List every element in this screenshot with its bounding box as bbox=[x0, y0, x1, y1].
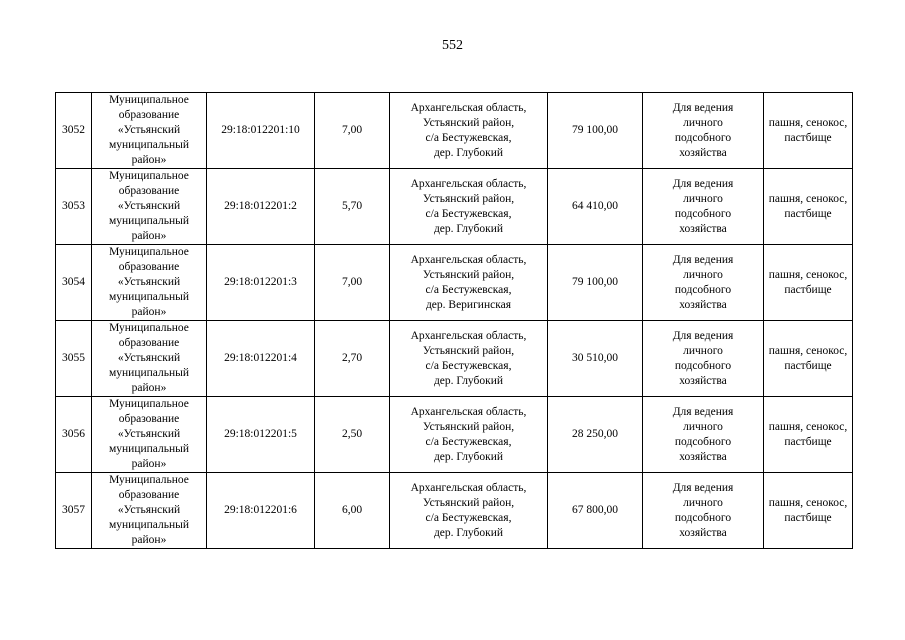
cell-location: Архангельская область, Устьянский район, с/а Бестужевская, дер. Глубокий bbox=[390, 93, 548, 169]
cell-area: 2,50 bbox=[315, 397, 390, 473]
cell-cadastral-number: 29:18:012201:4 bbox=[207, 321, 315, 397]
table-row bbox=[56, 321, 853, 397]
cell-land-type: пашня, сенокос, пастбище bbox=[764, 473, 853, 549]
cell-area: 7,00 bbox=[315, 93, 390, 169]
cell-value: 67 800,00 bbox=[548, 473, 643, 549]
cell-land-type: пашня, сенокос, пастбище bbox=[764, 397, 853, 473]
cell-value: 30 510,00 bbox=[548, 321, 643, 397]
table-row bbox=[56, 169, 853, 245]
cell-location: Архангельская область, Устьянский район, с/а Бестужевская, дер. Глубокий bbox=[390, 321, 548, 397]
cell-owner: Муниципальное образование «Устьянский муниципальный район» bbox=[92, 169, 207, 245]
cell-land-type: пашня, сенокос, пастбище bbox=[764, 321, 853, 397]
table-row bbox=[56, 93, 853, 169]
cell-land-type: пашня, сенокос, пастбище bbox=[764, 93, 853, 169]
cell-purpose: Для ведения личного подсобного хозяйства bbox=[643, 245, 764, 321]
cell-cadastral-number: 29:18:012201:6 bbox=[207, 473, 315, 549]
cell-value: 79 100,00 bbox=[548, 245, 643, 321]
cell-number: 3055 bbox=[56, 321, 92, 397]
cell-purpose: Для ведения личного подсобного хозяйства bbox=[643, 473, 764, 549]
cell-cadastral-number: 29:18:012201:5 bbox=[207, 397, 315, 473]
cell-purpose: Для ведения личного подсобного хозяйства bbox=[643, 321, 764, 397]
cell-location: Архангельская область, Устьянский район, с/а Бестужевская, дер. Глубокий bbox=[390, 169, 548, 245]
cell-value: 28 250,00 bbox=[548, 397, 643, 473]
table-row bbox=[56, 245, 853, 321]
cell-cadastral-number: 29:18:012201:3 bbox=[207, 245, 315, 321]
cell-area: 7,00 bbox=[315, 245, 390, 321]
cell-location: Архангельская область, Устьянский район, с/а Бестужевская, дер. Глубокий bbox=[390, 473, 548, 549]
cell-owner: Муниципальное образование «Устьянский муниципальный район» bbox=[92, 245, 207, 321]
cell-cadastral-number: 29:18:012201:10 bbox=[207, 93, 315, 169]
cell-purpose: Для ведения личного подсобного хозяйства bbox=[643, 93, 764, 169]
cell-purpose: Для ведения личного подсобного хозяйства bbox=[643, 397, 764, 473]
cell-owner: Муниципальное образование «Устьянский муниципальный район» bbox=[92, 321, 207, 397]
cell-purpose: Для ведения личного подсобного хозяйства bbox=[643, 169, 764, 245]
cell-value: 79 100,00 bbox=[548, 93, 643, 169]
cell-area: 2,70 bbox=[315, 321, 390, 397]
cell-number: 3054 bbox=[56, 245, 92, 321]
cell-number: 3057 bbox=[56, 473, 92, 549]
cell-owner: Муниципальное образование «Устьянский муниципальный район» bbox=[92, 473, 207, 549]
cell-location: Архангельская область, Устьянский район, с/а Бестужевская, дер. Глубокий bbox=[390, 397, 548, 473]
cell-owner: Муниципальное образование «Устьянский муниципальный район» bbox=[92, 397, 207, 473]
cell-owner: Муниципальное образование «Устьянский муниципальный район» bbox=[92, 93, 207, 169]
cell-number: 3056 bbox=[56, 397, 92, 473]
cell-number: 3053 bbox=[56, 169, 92, 245]
cell-location: Архангельская область, Устьянский район, с/а Бестужевская, дер. Веригинская bbox=[390, 245, 548, 321]
cell-land-type: пашня, сенокос, пастбище bbox=[764, 169, 853, 245]
table-row bbox=[56, 473, 853, 549]
cell-value: 64 410,00 bbox=[548, 169, 643, 245]
table-row bbox=[56, 397, 853, 473]
cell-area: 6,00 bbox=[315, 473, 390, 549]
land-registry-table bbox=[55, 92, 853, 549]
page-number: 552 bbox=[442, 38, 463, 53]
cell-area: 5,70 bbox=[315, 169, 390, 245]
cell-land-type: пашня, сенокос, пастбище bbox=[764, 245, 853, 321]
cell-number: 3052 bbox=[56, 93, 92, 169]
cell-cadastral-number: 29:18:012201:2 bbox=[207, 169, 315, 245]
